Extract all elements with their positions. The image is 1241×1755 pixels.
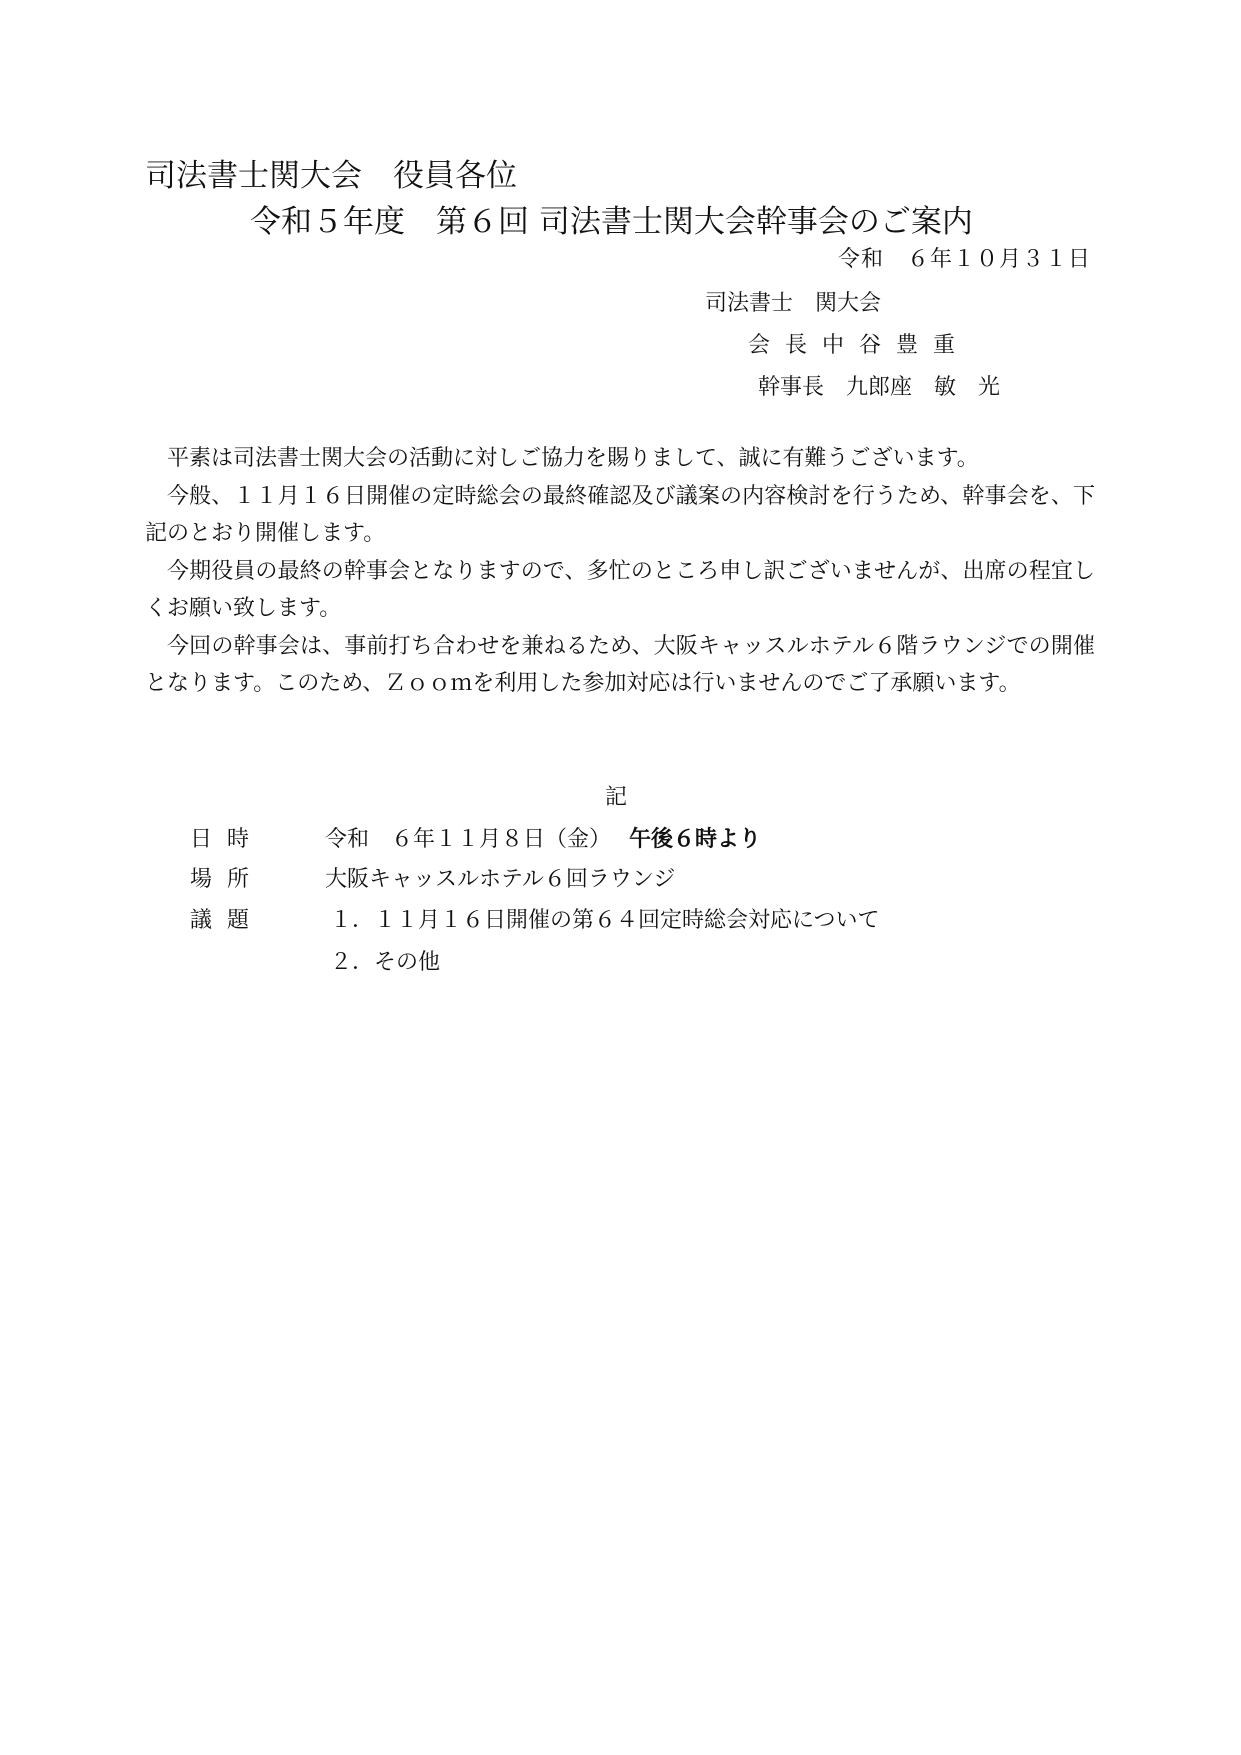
body-paragraph: 平素は司法書士関大会の活動に対しご協力を賜りまして、誠に有難うございます。 xyxy=(167,446,979,471)
sender-president: 会 長 中 谷 豊 重 xyxy=(748,333,955,358)
venue-label: 場 所 xyxy=(190,867,253,892)
agenda-label: 議 題 xyxy=(190,908,253,933)
addressee: 司法書士関大会 役員各位 xyxy=(145,158,517,194)
datetime-label: 日 時 xyxy=(190,827,253,852)
body-paragraph: 今回の幹事会は、事前打ち合わせを兼ねるため、大阪キャッスルホテル６階ラウンジでの開催となります。このため、Ｚｏｏｍを利用した参加対応は行いませんのでご了承願います。 xyxy=(145,633,1095,696)
body-paragraph: 今期役員の最終の幹事会となりますので、多忙のところ申し訳ございませんが、出席の程宜しくお願い致します。 xyxy=(145,558,1095,621)
sender-organization: 司法書士 関大会 xyxy=(705,291,882,316)
agenda-item: １．１１月１６日開催の第６４回定時総会対応について xyxy=(330,908,880,933)
document-title: 令和５年度 第６回 司法書士関大会幹事会のご案内 xyxy=(250,204,973,240)
datetime-time: 午後６時より xyxy=(629,827,762,852)
notice-heading: 記 xyxy=(605,785,628,810)
datetime-value xyxy=(325,822,761,853)
datetime-date: 令和 ６年１１月８日（金） xyxy=(325,827,612,852)
body-paragraph: 今般、１１月１６日開催の定時総会の最終確認及び議案の内容検討を行うため、幹事会を、下記のとおり開催します。 xyxy=(145,483,1095,546)
venue-value: 大阪キャッスルホテル６回ラウンジ xyxy=(325,867,676,892)
issue-date: 令和 ６年１０月３１日 xyxy=(838,247,1092,272)
body-text xyxy=(145,440,1095,703)
agenda-item: ２．その他 xyxy=(330,950,441,975)
sender-secretary: 幹事長 九郎座 敏 光 xyxy=(758,375,1001,400)
